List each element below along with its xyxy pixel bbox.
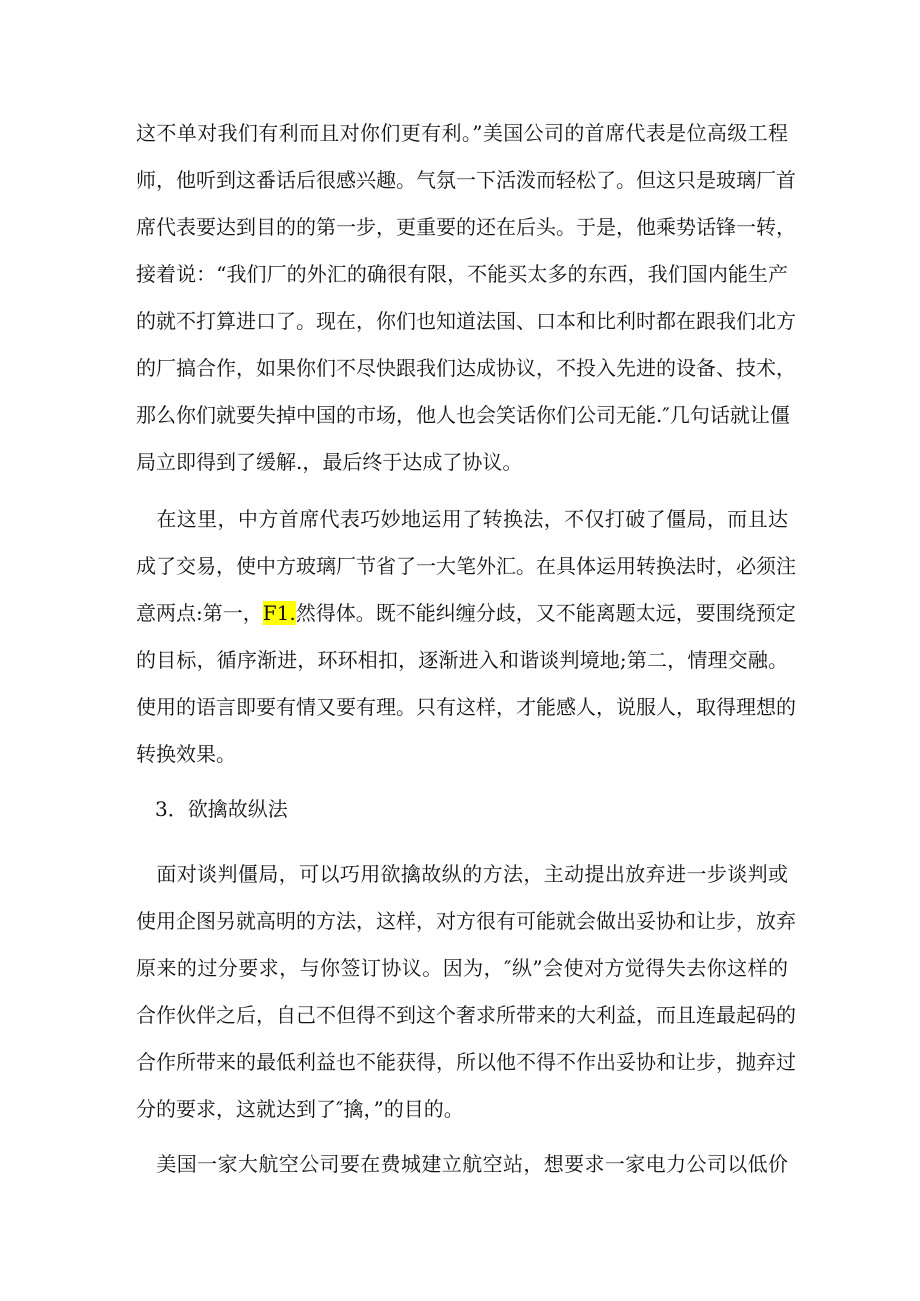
text-segment: 意两点:第一， (136, 601, 263, 625)
paragraph-catch-release (136, 851, 796, 1133)
text-line: 合作伙伴之后，自己不但得不到这个奢求所带来的大利益，而且连最起码的 (136, 1003, 796, 1027)
text-line: 师，他听到这番话后很感兴趣。气氛一下活泼而轻松了。但这只是玻璃厂首 (136, 168, 796, 192)
text-segment: 然得体。既不能纠缠分歧，又不能离题太远，要围绕预定 (295, 601, 796, 625)
text-line: 面对谈判僵局，可以巧用欲擒故纵的方法，主动提出放弃进一步谈判或 (136, 862, 788, 886)
text-line: 成了交易，使中方玻璃厂节省了一大笔外汇。在具体运用转换法时，必须注 (136, 554, 796, 578)
text-line: 使用的语言即要有情又要有理。只有这样，才能感人，说服人，取得理想的 (136, 695, 796, 719)
text-line: 原来的过分要求，与你签订协议。因为，″纵”会使对方觉得失去你这样的 (136, 956, 788, 980)
text-line: 的厂搞合作，如果你们不尽快跟我们达成协议，不投入先进的设备、技术， (136, 356, 796, 380)
text-line: 的目标，循序渐进，环环相扣，逐渐进入和谐谈判境地;第二，情理交融。 (136, 648, 788, 672)
paragraph-conversion-method (136, 496, 796, 778)
text-line: 使用企图另就高明的方法，这样，对方很有可能就会做出妥协和让步，放弃 (136, 909, 796, 933)
text-line: 席代表要达到目的的第一步，更重要的还在后头。于是，他乘势话锋一转， (136, 215, 796, 239)
text-line: 的就不打算进口了。现在，你们也知道法国、口本和比利时都在跟我们北方 (136, 309, 796, 333)
paragraph-airline-example (136, 1141, 788, 1188)
text-line-with-highlight (136, 590, 796, 637)
text-line: 这不单对我们有利而且对你们更有利。”美国公司的首席代表是位高级工程 (136, 121, 788, 145)
section-heading: 3．欲擒故纵法 (155, 797, 288, 821)
text-line: 接着说：“我们厂的外汇的确很有限，不能买太多的东西，我们国内能生产 (136, 262, 788, 286)
text-line: 在这里，中方首席代表巧妙地运用了转换法，不仅打破了僵局，而且达 (136, 507, 788, 531)
text-line: 合作所带来的最低利益也不能获得，所以他不得不作出妥协和让步，抛弃过 (136, 1050, 796, 1074)
text-line: 美国一家大航空公司要在费城建立航空站，想要求一家电力公司以低价 (136, 1152, 788, 1176)
highlighted-text: F1. (262, 601, 296, 625)
paragraph-negotiation-story (136, 110, 796, 486)
text-line: 转换效果。 (136, 742, 236, 766)
text-line: 局立即得到了缓解.，最后终于达成了协议。 (136, 450, 523, 474)
text-line: 那么你们就要失掉中国的市场，他人也会笑话你们公司无能.″几句话就让僵 (136, 403, 790, 427)
text-line: 分的要求，这就达到了″擒，”的目的。 (136, 1097, 464, 1121)
